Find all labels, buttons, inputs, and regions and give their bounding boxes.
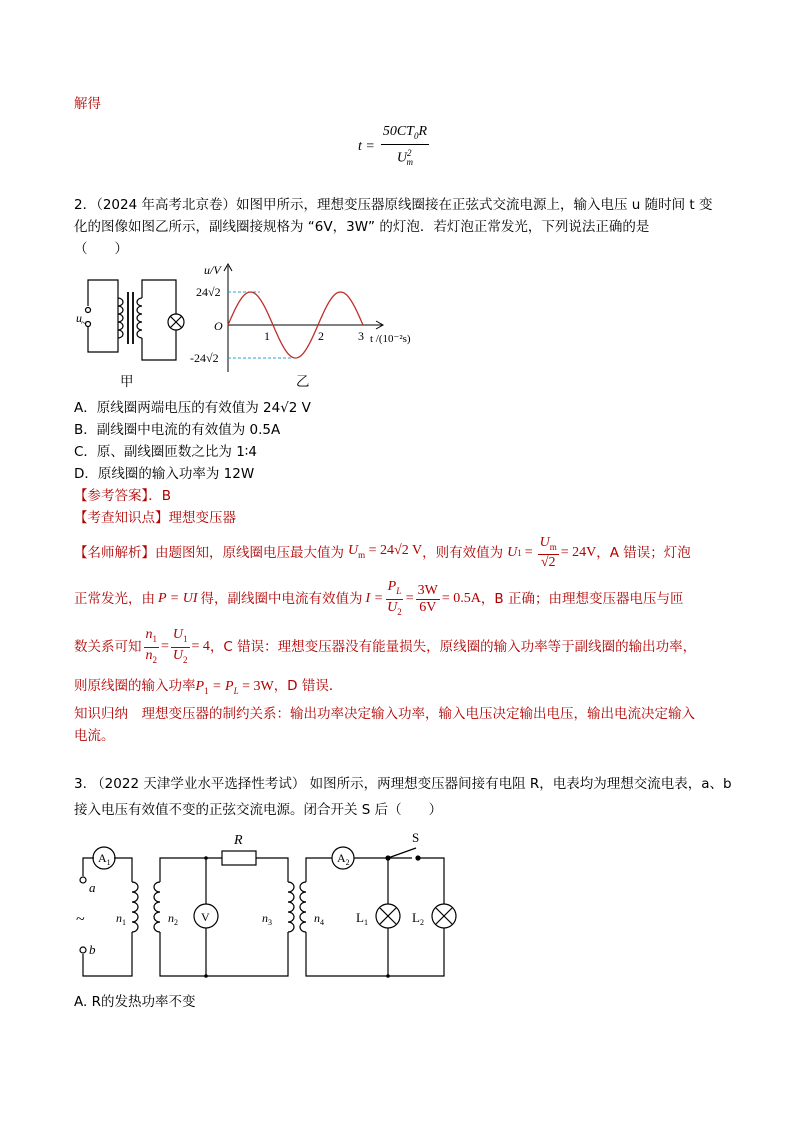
math-n-val: = 4	[191, 639, 210, 654]
q2-stem-line3: （ ）	[74, 241, 128, 257]
formula-den: U	[396, 150, 407, 166]
chart-y-bottom-label: -24√2	[190, 351, 219, 365]
a1-label: $A_1$	[98, 851, 111, 867]
wire-right-top-a	[306, 858, 412, 882]
formula-num-tail: R	[418, 124, 428, 139]
figure-left-caption: 甲	[120, 374, 134, 390]
math-nu-num-sub: 1	[183, 633, 188, 644]
secondary-coil	[137, 298, 142, 338]
formula-den-sub: m	[406, 157, 413, 168]
math-um-sub: m	[358, 549, 366, 560]
chart-x2-label: 2	[318, 329, 324, 343]
figure-right-caption: 乙	[296, 374, 310, 390]
q3-option-a: A. R的发热功率不变	[74, 994, 196, 1010]
result-formula	[358, 124, 431, 170]
primary-wire	[88, 280, 118, 352]
terminal-a-label: a	[89, 880, 96, 895]
a2-label: $A_2$	[337, 851, 350, 867]
q2-summary-line2: 电流。	[74, 728, 115, 744]
analysis-l3-b: ，C 错误：理想变压器没有能量损失，原线圈的输入功率等于副线圈的输出功率，	[209, 639, 697, 655]
terminal-b	[80, 947, 86, 953]
n2-label: $n_2$	[168, 911, 178, 927]
solution-label: 解得	[74, 96, 101, 112]
primary-coil	[118, 298, 123, 338]
n4-label: $n_4$	[314, 911, 324, 927]
terminal-b-label: b	[89, 942, 96, 957]
q2-analysis-line4	[74, 676, 342, 701]
math-i-num: P	[387, 578, 397, 594]
math-nu-den-sub: 2	[183, 654, 188, 665]
math-um-val: = 24√2 V	[368, 543, 423, 559]
math-n-den-sub: 2	[152, 654, 157, 665]
wire-right-bottom	[306, 932, 444, 976]
formula-num-sub: 0	[413, 130, 419, 141]
math-u1: U	[507, 545, 518, 560]
q2-summary-line1: 知识归纳 理想变压器的制约关系：输出功率决定输入功率，输入电压决定输出电压，输出电流决定输入	[74, 706, 695, 722]
wire-middle-top	[160, 858, 288, 882]
ac-tilde: ~	[81, 318, 87, 329]
analysis-l2-c: ，B 正确；由理想变压器电压与匝	[480, 591, 684, 607]
chart-x1-label: 1	[264, 329, 270, 343]
formula-den-sup: 2	[407, 147, 412, 158]
analysis-l2-b: 得，副线圈中电流有效值为	[200, 591, 363, 607]
math-p1-eq: = P	[212, 679, 234, 694]
math-n-num: n	[145, 626, 153, 642]
circuit-u-label: u	[76, 311, 82, 325]
math-i-den2: 6V	[419, 599, 437, 615]
chart-y-top-label: 24√2	[196, 285, 221, 299]
q2-analysis-line1	[74, 534, 691, 571]
q2-answer: 【参考答案】．B	[74, 488, 172, 504]
math-nu-num: U	[172, 626, 184, 642]
l1-label: $L_1$	[356, 910, 368, 927]
chart-x3-label: 3	[358, 329, 364, 343]
analysis-l1-c: ，A 错误；灯泡	[596, 545, 691, 561]
coil-n4	[300, 882, 306, 932]
analysis-l2-a: 正常发光，由	[74, 591, 155, 607]
q2-option-c: C．原、副线圈匝数之比为 1∶4	[74, 444, 257, 460]
math-i-den: U	[387, 599, 398, 615]
q2-option-b: B．副线圈中电流的有效值为 0.5A	[74, 422, 281, 438]
math-pui: P = UI	[158, 591, 198, 606]
voltmeter-label: V	[201, 910, 210, 924]
math-p1-sub: 1	[204, 685, 209, 696]
analysis-l1-a: 【名师解析】由题图知，原线圈电压最大值为	[74, 545, 344, 561]
chart-y-label: u/V	[204, 263, 221, 277]
math-nu-den: U	[172, 647, 184, 663]
math-u1-eq: =	[524, 545, 533, 560]
math-u1-num-sub: m	[549, 541, 557, 552]
math-p1: P	[195, 679, 205, 694]
terminal-top	[86, 308, 91, 313]
q2-option-a: A．原线圈两端电压的有效值为 24√2 V	[74, 400, 311, 416]
q2-option-d: D．原线圈的输入功率为 12W	[74, 466, 255, 482]
switch-s	[388, 848, 416, 858]
ac-source-tilde: ~	[76, 911, 85, 928]
q2-analysis-line3	[74, 626, 697, 665]
q2-stem-line1: 2．（2024 年高考北京卷）如图甲所示，理想变压器原线圈接在正弦式交流电源上，输入电压 u 随时间 t 变	[74, 197, 713, 213]
analysis-l4-b: ，D 错误．	[273, 678, 343, 694]
math-i-num-sub: L	[396, 585, 402, 596]
terminal-a	[80, 877, 86, 883]
analysis-l1-b: ，则有效值为	[422, 545, 504, 561]
n3-label: $n_3$	[262, 911, 272, 927]
math-u1-sub: 1	[517, 548, 522, 558]
math-u1-den: √2	[540, 555, 556, 571]
resistor-label: R	[234, 833, 243, 848]
q2-stem-line2: 化的图像如图乙所示，副线圈接规格为 “6V，3W” 的灯泡．若灯泡正常发光，下列说法正确的是	[74, 219, 650, 235]
q2-analysis-line2	[74, 578, 684, 617]
chart-x-label: t /(10⁻²s)	[370, 333, 411, 345]
coil-n3	[288, 882, 294, 932]
l2-label: $L_2$	[412, 910, 424, 927]
q3-stem-line2: 接入电压有效值不变的正弦交流电源。闭合开关 S 后（ ）	[74, 802, 443, 818]
math-um: U	[348, 543, 359, 559]
coil-n1	[132, 882, 138, 932]
q3-stem-line1: 3. （2022 天津学业水平选择性考试） 如图所示，两理想变压器间接有电阻 R，电表均为理想交流电表，a、b	[74, 776, 732, 792]
secondary-wire	[142, 280, 176, 360]
math-u1-num: U	[539, 534, 550, 550]
formula-lhs: t =	[358, 139, 375, 155]
math-n-num-sub: 1	[152, 633, 157, 644]
n1-label: $n_1$	[116, 911, 126, 927]
analysis-l4-a: 则原线圈的输入功率	[74, 678, 196, 694]
q2-knowledge-point: 【考查知识点】理想变压器	[74, 510, 236, 526]
math-u1-val: = 24V	[560, 545, 597, 560]
math-i-eq2: =	[405, 591, 414, 606]
q2-figure-transformer	[70, 262, 200, 392]
analysis-l3-a: 数关系可知	[74, 639, 142, 655]
math-n-eq: =	[161, 639, 169, 654]
math-i-num2: 3W	[417, 582, 438, 598]
q2-voltage-chart	[190, 260, 430, 380]
chart-origin-label: O	[214, 319, 223, 333]
math-p1-val: = 3W	[242, 679, 274, 694]
wire-right-top-b	[418, 858, 444, 904]
math-i-val: = 0.5A	[441, 591, 481, 606]
math-p1-sub2: L	[233, 685, 239, 696]
resistor-r	[222, 851, 256, 865]
q3-circuit-diagram	[72, 830, 472, 980]
math-n-den: n	[145, 647, 153, 663]
math-i-lhs: I =	[365, 591, 384, 606]
switch-label: S	[412, 830, 420, 845]
math-i-den-sub: 2	[397, 606, 402, 617]
coil-n2	[154, 882, 160, 932]
formula-num: 50CT	[382, 124, 414, 139]
wire-middle-bottom	[160, 932, 288, 976]
